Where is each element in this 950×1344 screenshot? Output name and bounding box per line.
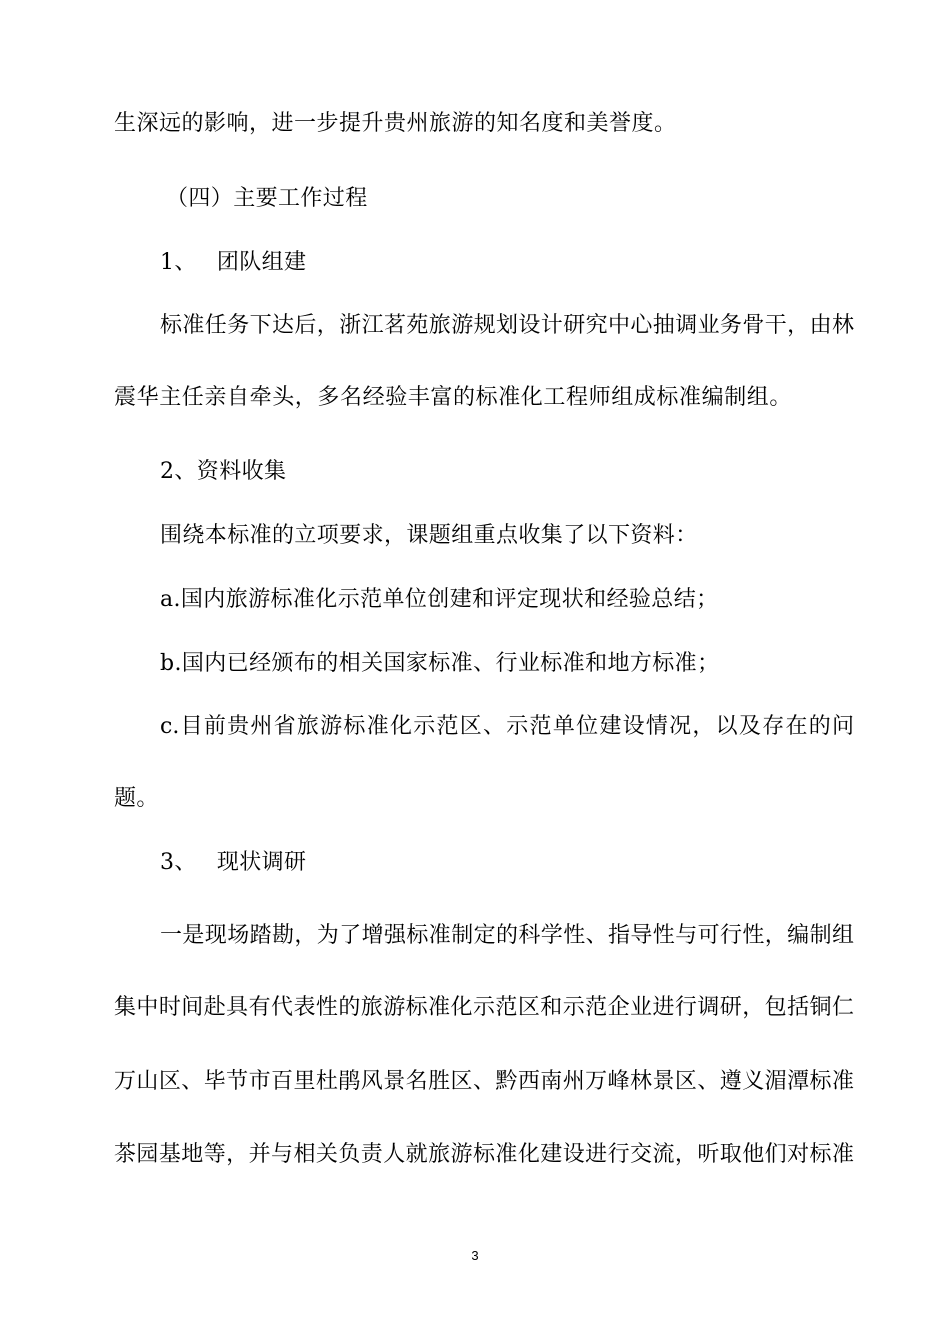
paragraph-team-line-2: 震华主任亲自牵头，多名经验丰富的标准化工程师组成标准编制组。 (114, 385, 793, 410)
paragraph-research-line-2: 集中时间赴具有代表性的旅游标准化示范区和示范企业进行调研，包括铜仁 (114, 995, 854, 1020)
subheading-data-collection: 2、资料收集 (160, 459, 287, 484)
page-number: 3 (471, 1248, 479, 1263)
list-item-c-line-1: c.目前贵州省旅游标准化示范区、示范单位建设情况，以及存在的问 (160, 714, 854, 739)
section-heading-four: （四）主要工作过程 (166, 186, 368, 211)
paragraph-team-line-1: 标准任务下达后，浙江茗苑旅游规划设计研究中心抽调业务骨干，由林 (160, 313, 854, 338)
subheading-number: 3、 (160, 850, 197, 875)
subheading-text: 团队组建 (216, 250, 307, 275)
paragraph-continuation: 生深远的影响，进一步提升贵州旅游的知名度和美誉度。 (114, 111, 677, 136)
subheading-text: 现状调研 (216, 850, 307, 875)
paragraph-research-line-4: 茶园基地等，并与相关负责人就旅游标准化建设进行交流，听取他们对标准 (114, 1142, 854, 1167)
list-item-a: a.国内旅游标准化示范单位创建和评定现状和经验总结； (160, 587, 719, 612)
subheading-number: 1、 (160, 250, 197, 275)
subheading-team-building (160, 248, 306, 278)
list-item-b: b.国内已经颁布的相关国家标准、行业标准和地方标准； (160, 651, 720, 676)
paragraph-research-line-3: 万山区、毕节市百里杜鹃风景名胜区、黔西南州万峰林景区、遵义湄潭标准 (114, 1069, 854, 1094)
subheading-field-research (160, 848, 306, 878)
paragraph-research-line-1: 一是现场踏勘，为了增强标准制定的科学性、指导性与可行性，编制组 (160, 923, 854, 948)
list-item-c-line-2: 题。 (114, 786, 159, 811)
paragraph-data-intro: 围绕本标准的立项要求，课题组重点收集了以下资料： (160, 523, 698, 548)
